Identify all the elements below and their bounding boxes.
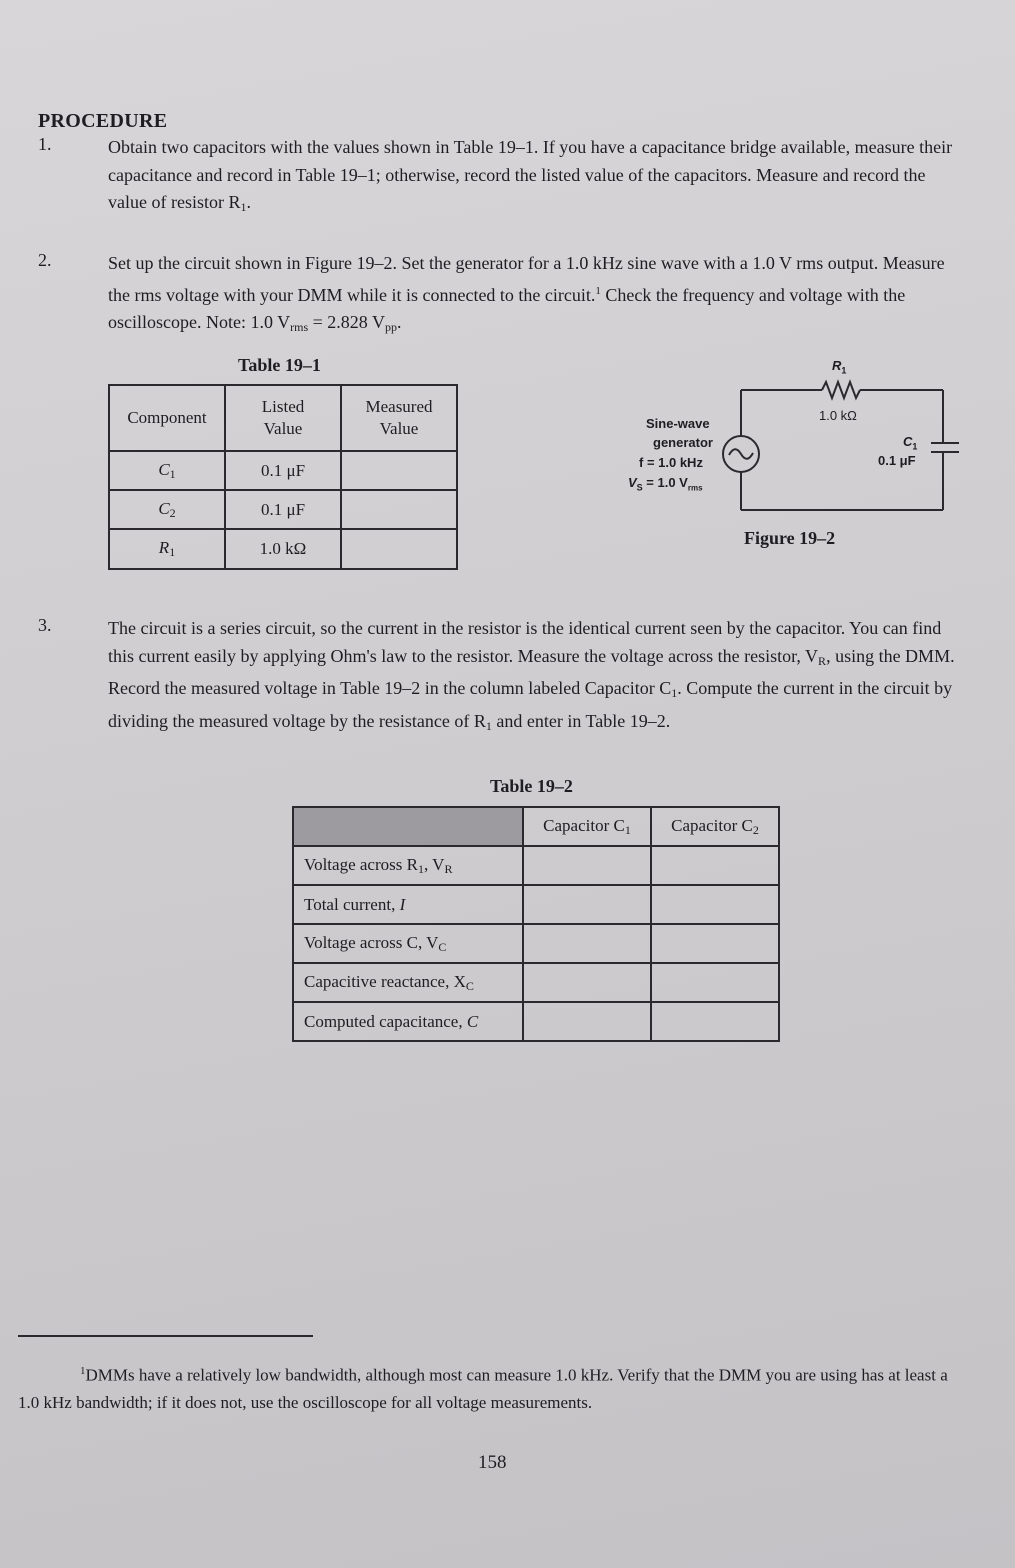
row-label-cell: Computed capacitance, C bbox=[293, 1002, 523, 1041]
resistor-label: $R_1$ bbox=[832, 358, 847, 376]
table-row bbox=[109, 529, 457, 569]
circuit-figure bbox=[600, 352, 990, 572]
table-row bbox=[293, 1002, 779, 1041]
figure-caption: Figure 19–2 bbox=[744, 528, 836, 548]
listed-value-cell: 0.1 μF bbox=[225, 490, 341, 529]
procedure-step-2 bbox=[38, 250, 968, 342]
footnote-ref: 1 bbox=[595, 284, 601, 297]
capacitor-c2-cell[interactable] bbox=[651, 846, 779, 885]
capacitor-c2-cell[interactable] bbox=[651, 963, 779, 1002]
procedure-step-1 bbox=[38, 134, 968, 222]
table-row bbox=[293, 963, 779, 1002]
generator-label-line2: generator bbox=[653, 435, 713, 450]
capacitor-c2-cell[interactable] bbox=[651, 885, 779, 924]
step-text: The circuit is a series circuit, so the current in the resistor is the identical current seen by the capacitor. You can find this current easily by applying Ohm's law to the resistor. Measure the voltage across the resistor, $V_R$, using the DMM. Record the measured voltage in Table 19–2 in the column labeled Capacitor $C_1$. Compute the current in the circuit by dividing the measured voltage by the resistance of $R_1$ and enter in Table 19–2. bbox=[108, 618, 955, 733]
table-19-1-caption: Table 19–1 bbox=[238, 355, 321, 375]
generator-label-line1: Sine-wave bbox=[646, 416, 710, 431]
header-cell: Measured Value bbox=[341, 385, 457, 451]
capacitor-c2-cell[interactable] bbox=[651, 924, 779, 963]
row-label-cell: Capacitive reactance, $X_C$ bbox=[293, 963, 523, 1002]
component-cell: $R_1$ bbox=[109, 529, 225, 569]
table-row bbox=[293, 885, 779, 924]
footnote: $^1$DMMs have a relatively low bandwidth, although most can measure 1.0 kHz. Verify that the DMM you are using has at least a 1.0 kHz bandwidth; if it does not, use the oscilloscope for all voltage measurements. bbox=[18, 1365, 948, 1412]
header-cell: Capacitor $C_1$ bbox=[523, 807, 651, 846]
row-label-cell: Voltage across $R_1$, $V_R$ bbox=[293, 846, 523, 885]
generator-voltage: $V_S = 1.0$ $V_{rms}$ bbox=[628, 475, 703, 493]
table-19-2 bbox=[292, 806, 780, 1042]
resistor-value: 1.0 kΩ bbox=[819, 408, 857, 423]
header-cell: Capacitor $C_2$ bbox=[651, 807, 779, 846]
header-cell: Listed Value bbox=[225, 385, 341, 451]
row-label-cell: Total current, I bbox=[293, 885, 523, 924]
measured-value-cell[interactable] bbox=[341, 490, 457, 529]
row-label-cell: Voltage across C, $V_C$ bbox=[293, 924, 523, 963]
table-header-row bbox=[109, 385, 457, 451]
shaded-corner-cell bbox=[293, 807, 523, 846]
capacitor-value: 0.1 μF bbox=[878, 453, 916, 468]
section-heading: PROCEDURE bbox=[38, 110, 168, 132]
table-19-2-caption: Table 19–2 bbox=[490, 776, 573, 796]
page-number: 158 bbox=[478, 1452, 507, 1473]
footnote-divider bbox=[18, 1335, 313, 1337]
capacitor-label: $C_1$ bbox=[903, 434, 918, 452]
capacitor-c1-cell[interactable] bbox=[523, 885, 651, 924]
capacitor-c1-cell[interactable] bbox=[523, 963, 651, 1002]
table-row bbox=[109, 490, 457, 529]
step-number: 2. bbox=[38, 250, 52, 270]
table-row bbox=[293, 924, 779, 963]
capacitor-c2-cell[interactable] bbox=[651, 1002, 779, 1041]
capacitor-c1-cell[interactable] bbox=[523, 1002, 651, 1041]
table-19-1 bbox=[108, 384, 458, 570]
footnote-mark: 1 bbox=[80, 1365, 86, 1377]
listed-value-cell: 0.1 μF bbox=[225, 451, 341, 490]
capacitor-c1-cell[interactable] bbox=[523, 924, 651, 963]
listed-value-cell: 1.0 kΩ bbox=[225, 529, 341, 569]
table-row bbox=[293, 846, 779, 885]
procedure-step-3 bbox=[38, 615, 968, 740]
generator-frequency: f = 1.0 kHz bbox=[639, 455, 703, 470]
measured-value-cell[interactable] bbox=[341, 451, 457, 490]
header-cell: Component bbox=[109, 385, 225, 451]
component-cell: $C_1$ bbox=[109, 451, 225, 490]
component-cell: $C_2$ bbox=[109, 490, 225, 529]
table-header-row bbox=[293, 807, 779, 846]
step-number: 1. bbox=[38, 134, 52, 154]
step-text: Set up the circuit shown in Figure 19–2. Set the generator for a 1.0 kHz sine wave with a 1.0 V rms output. Measure the rms voltage with your DMM while it is connected to the circuit.$^1$ Check the frequency and voltage with the oscilloscope. Note: 1.0 $V_{rms} = 2.828$ $V_{pp}$. bbox=[108, 253, 945, 334]
step-text: Obtain two capacitors with the values shown in Table 19–1. If you have a capacitance bridge available, measure their capacitance and record in Table 19–1; otherwise, record the listed value of the capacitors. Measure and record the value of resistor $R_1$. bbox=[108, 137, 953, 214]
capacitor-c1-cell[interactable] bbox=[523, 846, 651, 885]
measured-value-cell[interactable] bbox=[341, 529, 457, 569]
table-row bbox=[109, 451, 457, 490]
step-number: 3. bbox=[38, 615, 52, 635]
